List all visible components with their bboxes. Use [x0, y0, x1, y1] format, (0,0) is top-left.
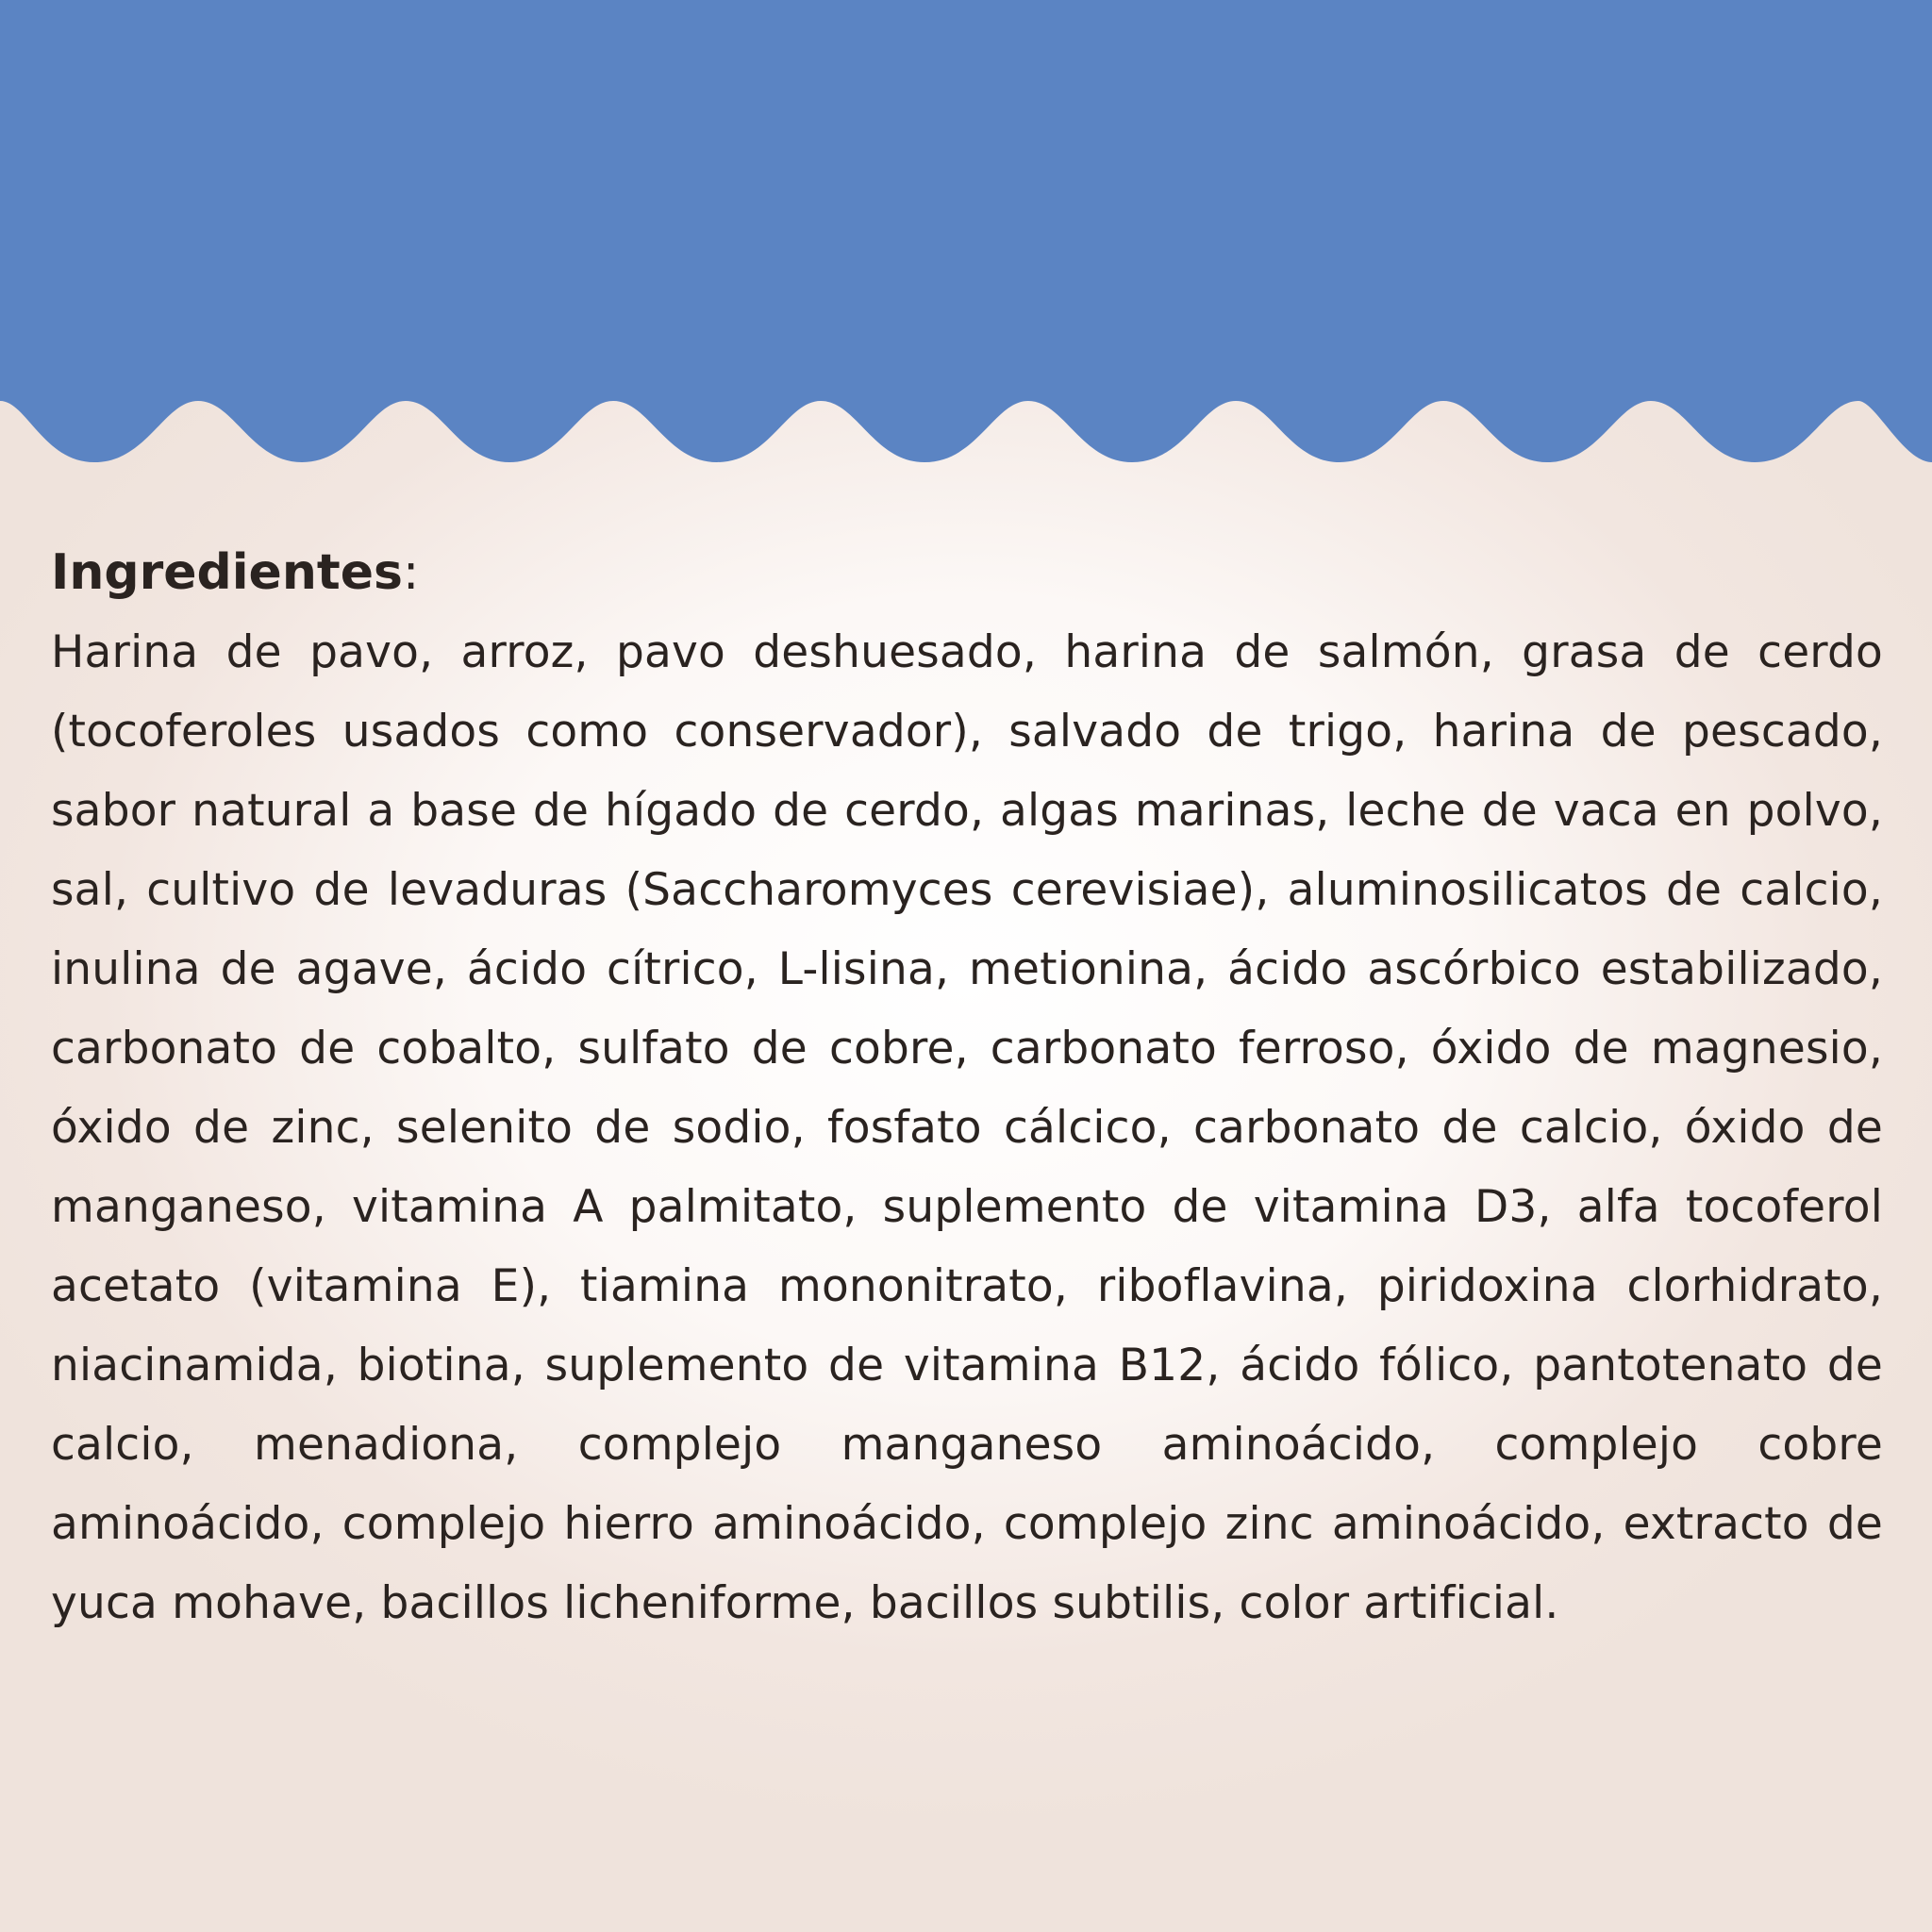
ingredients-section	[51, 540, 1883, 1643]
ingredients-list-text: Harina de pavo, arroz, pavo deshuesado, harina de salmón, grasa de cerdo (tocoferoles usados como conservador), salvado de trigo, harina de pescado, sabor natural a base de hígado de cerdo, algas marinas, leche de vaca en polvo, sal, cultivo de levaduras (Saccharomyces cerevisiae), aluminosilicatos de calcio, inulina de agave, ácido cítrico, L-lisina, metionina, ácido ascórbico estabilizado, carbonato de cobalto, sulfato de cobre, carbonato ferroso, óxido de magnesio, óxido de zinc, selenito de sodio, fosfato cálcico, carbonato de calcio, óxido de manganeso, vitamina A palmitato, suplemento de vitamina D3, alfa tocoferol acetato (vitamina E), tiamina mononitrato, riboflavina, piridoxina clorhidrato, niacinamida, biotina, suplemento de vitamina B12, ácido fólico, pantotenato de calcio, menadiona, complejo manganeso aminoácido, complejo cobre aminoácido, complejo hierro aminoácido, complejo zinc aminoácido, extracto de yuca mohave, bacillos licheniforme, bacillos subtilis, color artificial.	[51, 626, 1883, 1629]
ingredients-heading	[51, 540, 1883, 606]
wave-banner-shape	[0, 0, 1932, 462]
ingredients-heading-colon: :	[402, 544, 420, 601]
ingredients-heading-label: Ingredientes	[51, 544, 403, 601]
wave-banner	[0, 0, 1932, 472]
